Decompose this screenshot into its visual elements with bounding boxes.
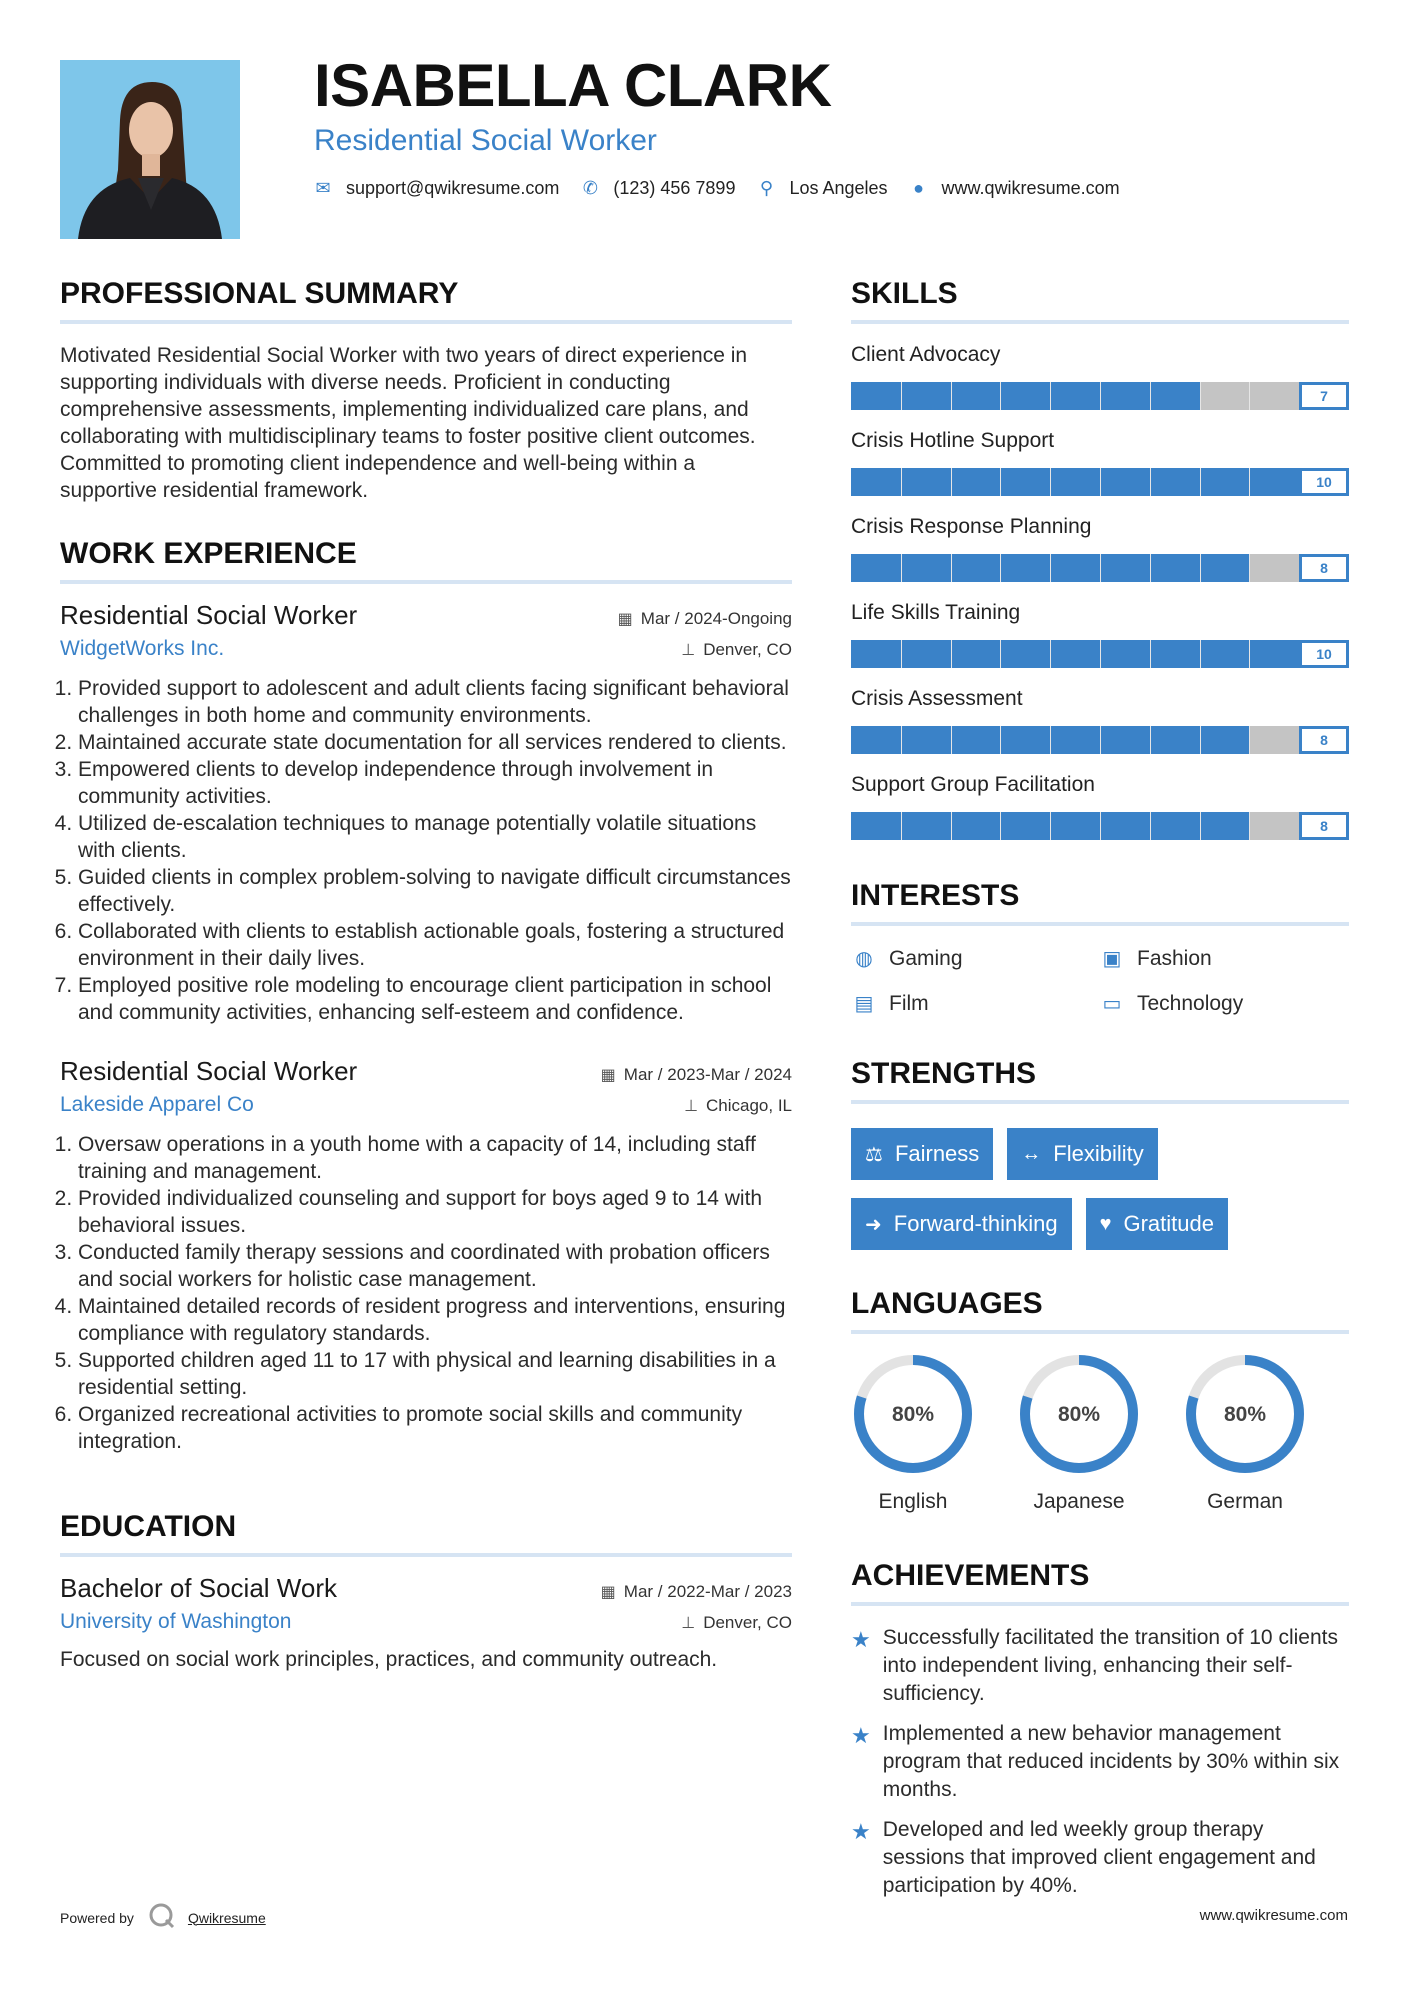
pushpin-icon: ⊥ (684, 1098, 698, 1115)
shopping-bag-icon: ▣ (1102, 948, 1122, 970)
job-location: Denver, CO (703, 640, 792, 659)
education-date: Mar / 2022-Mar / 2023 (623, 1582, 792, 1601)
skill-bar-tick (1050, 382, 1051, 410)
skill-level: 8 (1299, 554, 1349, 582)
candidate-name: ISABELLA CLARK (314, 52, 832, 119)
language-percent: 80% (1057, 1403, 1101, 1426)
skill-bar-tick (1150, 554, 1151, 582)
interest-label: Fashion (1137, 946, 1212, 970)
skill-bar-tick (1200, 640, 1201, 668)
list-item: 6. Organized recreational activities to promote social skills and community integration. (78, 1401, 792, 1455)
strength-label: Flexibility (1053, 1141, 1144, 1166)
language-ring (851, 1352, 975, 1476)
skill-bar-tick (901, 726, 902, 754)
skill-bar-tick (951, 640, 952, 668)
language-name: English (878, 1490, 948, 1513)
skill-bar-tick (1050, 812, 1051, 840)
skill-item (851, 514, 1349, 582)
list-item: 6. Collaborated with clients to establish actionable goals, fostering a structured environment in their daily lives. (78, 918, 792, 972)
skill-bar-tick (901, 468, 902, 496)
skill-item (851, 428, 1349, 496)
education-heading: EDUCATION (60, 1509, 792, 1557)
job-entry (60, 1056, 792, 1455)
skill-bar-tick (901, 554, 902, 582)
skill-bar-tick (901, 382, 902, 410)
interest-label: Technology (1137, 991, 1244, 1015)
calendar-icon: ▦ (617, 611, 633, 628)
skill-bar (851, 382, 1349, 410)
skill-bar-tick (951, 468, 952, 496)
achievements-heading: ACHIEVEMENTS (851, 1558, 1349, 1606)
achievement-item (851, 1624, 1349, 1708)
achievement-item (851, 1720, 1349, 1804)
job-company: Lakeside Apparel Co (60, 1093, 254, 1116)
language-percent: 80% (1223, 1403, 1267, 1426)
arrow-right-icon: ➜ (865, 1213, 882, 1236)
list-item: 1. Oversaw operations in a youth home with a capacity of 14, including staff training and management. (78, 1131, 792, 1185)
strength-chip (1007, 1128, 1157, 1180)
skill-bar-tick (901, 640, 902, 668)
interest-item (1099, 946, 1347, 971)
skill-bar-tick (951, 812, 952, 840)
skill-bar (851, 726, 1349, 754)
job-date: Mar / 2023-Mar / 2024 (623, 1065, 792, 1084)
education-entry (60, 1573, 792, 1673)
job-bullets (60, 675, 792, 1026)
list-item: 4. Maintained detailed records of resident progress and interventions, ensuring compliance with regulatory standards. (78, 1293, 792, 1347)
arrows-horizontal-icon: ↔ (1021, 1142, 1042, 1165)
skill-bar-tick (1150, 726, 1151, 754)
skill-level: 8 (1299, 812, 1349, 840)
calendar-icon: ▦ (600, 1584, 616, 1601)
skill-bar-tick (1100, 812, 1101, 840)
footer-powered-by (60, 1902, 266, 1933)
list-item: 7. Employed positive role modeling to encourage client participation in school and community activities, enhancing self-esteem and confidence. (78, 972, 792, 1026)
heart-icon: ♥ (1099, 1212, 1112, 1235)
languages-heading: LANGUAGES (851, 1286, 1349, 1334)
achievement-text: Successfully facilitated the transition of 10 clients into independent living, enhancing their self-sufficiency. (882, 1626, 1338, 1705)
skill-bar-tick (1249, 640, 1250, 668)
right-column (851, 276, 1349, 1912)
achievement-text: Developed and led weekly group therapy sessions that improved client engagement and participation by 40%. (882, 1818, 1316, 1897)
list-item: 1. Provided support to adolescent and adult clients facing significant behavioral challenges in both home and community environments. (78, 675, 792, 729)
skill-bar-tick (1150, 468, 1151, 496)
language-name: German (1207, 1490, 1283, 1513)
skill-bar-tick (1100, 382, 1101, 410)
skill-item (851, 686, 1349, 754)
languages-list (851, 1352, 1349, 1514)
skill-bar-tick (1200, 726, 1201, 754)
list-item: 5. Guided clients in complex problem-solving to navigate difficult circumstances effectively. (78, 864, 792, 918)
skill-item (851, 772, 1349, 840)
skill-bar-tick (1050, 468, 1051, 496)
qwikresume-link[interactable]: Qwikresume (187, 1909, 266, 1926)
skill-level: 10 (1299, 640, 1349, 668)
interest-item (851, 991, 1099, 1016)
job-title: Residential Social Worker (60, 600, 358, 630)
job-company: WidgetWorks Inc. (60, 637, 225, 660)
skill-level: 8 (1299, 726, 1349, 754)
strength-chip (851, 1128, 993, 1180)
skill-bar-tick (1200, 554, 1201, 582)
profile-photo (60, 60, 240, 239)
envelope-icon: ✉ (315, 178, 331, 198)
skill-bar-tick (1249, 382, 1250, 410)
skill-bar-tick (1200, 812, 1201, 840)
skill-bar-tick (1150, 382, 1151, 410)
star-icon: ★ (851, 1723, 871, 1748)
skill-name: Crisis Hotline Support (851, 429, 1055, 452)
skill-bar-tick (1100, 640, 1101, 668)
language-item (851, 1352, 1017, 1514)
skill-bar-tick (1000, 726, 1001, 754)
star-icon: ★ (851, 1627, 871, 1652)
skill-bar (851, 554, 1349, 582)
summary-heading: PROFESSIONAL SUMMARY (60, 276, 792, 324)
laptop-icon: ▭ (1102, 993, 1122, 1015)
strength-chip (1086, 1198, 1228, 1250)
achievement-item (851, 1816, 1349, 1900)
skill-bar-tick (1100, 554, 1101, 582)
list-item: 2. Provided individualized counseling and support for boys aged 9 to 14 with behavioral issues. (78, 1185, 792, 1239)
skill-item (851, 600, 1349, 668)
skill-level: 10 (1299, 468, 1349, 496)
strength-label: Forward-thinking (893, 1211, 1058, 1236)
language-ring (1183, 1352, 1307, 1476)
pushpin-icon: ⊥ (681, 642, 696, 659)
skill-bar-tick (1050, 554, 1051, 582)
phone-icon: ✆ (582, 178, 598, 198)
experience-heading: WORK EXPERIENCE (60, 536, 792, 584)
skill-name: Crisis Response Planning (851, 515, 1092, 538)
skills-heading: SKILLS (851, 276, 1349, 324)
job-date: Mar / 2024-Ongoing (640, 609, 792, 628)
skill-bar-tick (951, 554, 952, 582)
strength-label: Fairness (894, 1141, 980, 1166)
interest-label: Film (889, 991, 929, 1015)
job-location: Chicago, IL (706, 1096, 792, 1115)
skill-bar-tick (1050, 640, 1051, 668)
skill-bar-tick (1000, 640, 1001, 668)
skill-name: Support Group Facilitation (851, 773, 1095, 796)
education-location: Denver, CO (703, 1613, 792, 1632)
strengths-list (851, 1128, 1291, 1250)
skill-bar-tick (901, 812, 902, 840)
contact-bar (314, 178, 1142, 199)
skill-bar-fill (851, 382, 1200, 410)
skill-bar-tick (1249, 554, 1250, 582)
language-item (1017, 1352, 1183, 1514)
job-bullets (60, 1131, 792, 1455)
star-icon: ★ (851, 1819, 871, 1844)
achievements-list (851, 1624, 1349, 1900)
skill-bar-tick (1100, 468, 1101, 496)
skill-name: Crisis Assessment (851, 687, 1023, 710)
school-name: University of Washington (60, 1610, 292, 1633)
list-item: 4. Utilized de-escalation techniques to manage potentially volatile situations with clients. (78, 810, 792, 864)
skill-bar-tick (1200, 382, 1201, 410)
job-entry (60, 600, 792, 1026)
contact-phone[interactable]: (123) 456 7899 (613, 178, 736, 198)
skill-bar-tick (1100, 726, 1101, 754)
interests-grid (851, 946, 1349, 1016)
degree-title: Bachelor of Social Work (60, 1573, 337, 1603)
skill-bar (851, 640, 1349, 668)
calendar-icon: ▦ (600, 1067, 616, 1084)
summary-text: Motivated Residential Social Worker with two years of direct experience in supporting individuals with diverse needs. Proficient in conducting comprehensive assessments, implementing individualized care plans, and collaborating with multidisciplinary teams to foster positive client outcomes. Committed to promoting client independence and well-being within a supportive residential framework. (60, 344, 756, 502)
language-item (1183, 1352, 1349, 1514)
globe-icon: ● (913, 178, 924, 198)
skills-list (851, 342, 1349, 840)
language-percent: 80% (891, 1403, 935, 1426)
skill-item (851, 342, 1349, 410)
language-ring (1017, 1352, 1141, 1476)
skill-bar-tick (1249, 812, 1250, 840)
skill-bar-tick (1000, 382, 1001, 410)
balance-scale-icon: ⚖ (865, 1143, 883, 1166)
skill-bar-tick (1000, 554, 1001, 582)
skill-name: Life Skills Training (851, 601, 1021, 624)
skill-name: Client Advocacy (851, 343, 1001, 366)
education-description: Focused on social work principles, practices, and community outreach. (60, 1648, 718, 1671)
contact-location: Los Angeles (789, 178, 888, 198)
list-item: 3. Conducted family therapy sessions and coordinated with probation officers and social workers for holistic case management. (78, 1239, 792, 1293)
strength-chip (851, 1198, 1072, 1250)
qwikresume-logo-icon (148, 1902, 176, 1933)
powered-by-label: Powered by (60, 1909, 134, 1926)
pushpin-icon: ⊥ (681, 1615, 696, 1632)
contact-website[interactable]: www.qwikresume.com (941, 178, 1120, 198)
skill-bar-tick (951, 726, 952, 754)
interests-heading: INTERESTS (851, 878, 1349, 926)
skill-bar-tick (1000, 812, 1001, 840)
language-name: Japanese (1033, 1490, 1125, 1513)
skill-bar (851, 812, 1349, 840)
skill-bar-tick (1050, 726, 1051, 754)
left-column (60, 276, 792, 1673)
achievement-text: Implemented a new behavior management program that reduced incidents by 30% within six months. (882, 1722, 1340, 1801)
skill-bar-tick (1200, 468, 1201, 496)
skill-bar-tick (951, 382, 952, 410)
list-item: 2. Maintained accurate state documentation for all services rendered to clients. (78, 729, 792, 756)
job-title: Residential Social Worker (60, 1056, 358, 1086)
footer-website[interactable]: www.qwikresume.com (1199, 1907, 1348, 1924)
interest-item (851, 946, 1099, 971)
film-icon: ▤ (854, 993, 874, 1015)
interest-item (1099, 991, 1347, 1016)
skill-bar-tick (1150, 812, 1151, 840)
skill-bar-tick (1000, 468, 1001, 496)
map-pin-icon: ⚲ (759, 178, 774, 198)
contact-email[interactable]: support@qwikresume.com (346, 178, 560, 198)
list-item: 3. Empowered clients to develop independence through involvement in community activities. (78, 756, 792, 810)
list-item: 5. Supported children aged 11 to 17 with physical and learning disabilities in a residential setting. (78, 1347, 792, 1401)
gamepad-icon: ◍ (855, 948, 873, 970)
candidate-role: Residential Social Worker (314, 124, 657, 157)
strength-label: Gratitude (1123, 1211, 1214, 1236)
skill-level: 7 (1299, 382, 1349, 410)
skill-bar (851, 468, 1349, 496)
strengths-heading: STRENGTHS (851, 1056, 1349, 1104)
skill-bar-tick (1150, 640, 1151, 668)
skill-bar-tick (1249, 468, 1250, 496)
skill-bar-tick (1249, 726, 1250, 754)
interest-label: Gaming (889, 946, 963, 970)
